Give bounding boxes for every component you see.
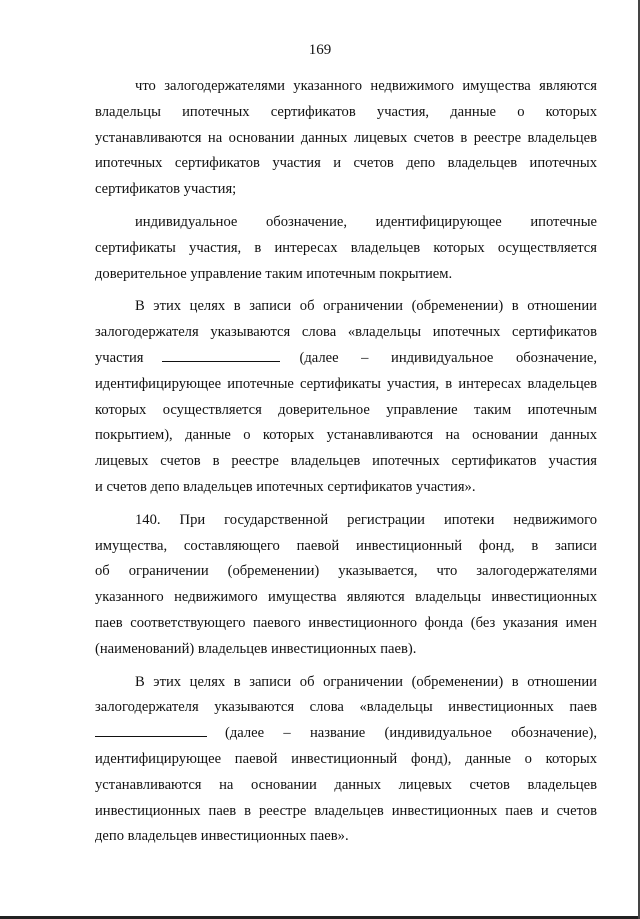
text-line: 140. При государственной регистрации ипотеки недвижимого [135,511,597,528]
page-number: 169 [308,42,332,58]
text-line: сертификатов участия; [95,181,237,198]
text-line: В этих целях в записи об ограничении (обременении) в отношении [135,298,597,315]
text-line: идентифицирующее паевой инвестиционный фонд), данные о которых [95,750,597,767]
paragraph-4 [95,508,597,663]
text-line: залогодержателя указываются слова «владельцы ипотечных сертификатов [95,324,597,341]
text-line: сертификаты участия, в интересах владельцев которых осуществляется [95,239,597,256]
text-line: об ограничении (обременении) указывается, что залогодержателями [95,563,597,580]
text-line: устанавливаются на основании данных лицевых счетов в реестре владельцев [95,129,597,146]
text-fragment: (далее – название (индивидуальное обозначение), [225,725,597,742]
text-line: (наименований) владельцев инвестиционных паев). [95,640,417,657]
text-fragment: (далее – индивидуальное обозначение, [299,349,597,366]
text-line: покрытием), данные о которых устанавливаются на основании данных [95,427,597,444]
blank-field [162,347,280,362]
text-line-with-blank [95,346,597,372]
text-line: индивидуальное обозначение, идентифицирующее ипотечные [135,213,597,230]
text-line: депо владельцев инвестиционных паев». [95,828,349,845]
text-line: что залогодержателями указанного недвижимого имущества являются [135,78,597,94]
text-line: имущества, составляющего паевой инвестиционный фонд, в записи [95,537,597,554]
text-line: владельцы ипотечных сертификатов участия, данные о которых [95,103,597,120]
paragraph-2 [95,210,597,287]
body-text [95,74,597,850]
text-line: ипотечных сертификатов участия и счетов депо владельцев ипотечных [95,155,597,172]
text-line-with-blank [95,721,597,747]
text-fragment: участия [95,349,144,366]
text-line: и счетов депо владельцев ипотечных сертификатов участия». [95,478,476,495]
text-line: залогодержателя указываются слова «владельцы инвестиционных паев [95,699,597,716]
paragraph-1 [95,74,597,203]
text-line: паев соответствующего паевого инвестиционного фонда (без указания имен [95,614,597,631]
text-line: идентифицирующее ипотечные сертификаты участия, в интересах владельцев [95,375,597,392]
text-line: указанного недвижимого имущества являются владельцы инвестиционных [95,589,597,606]
paragraph-3 [95,294,597,500]
blank-field [95,722,207,737]
text-line: устанавливаются на основании данных лицевых счетов владельцев [95,776,597,793]
text-line: лицевых счетов в реестре владельцев ипотечных сертификатов участия [95,453,597,470]
paragraph-5 [95,670,597,851]
text-line: инвестиционных паев в реестре владельцев инвестиционных паев и счетов [95,802,597,819]
text-line: В этих целях в записи об ограничении (обременении) в отношении [135,673,597,690]
text-line: доверительное управление таким ипотечным покрытием. [95,265,453,282]
text-line: которых осуществляется доверительное управление таким ипотечным [95,401,597,418]
